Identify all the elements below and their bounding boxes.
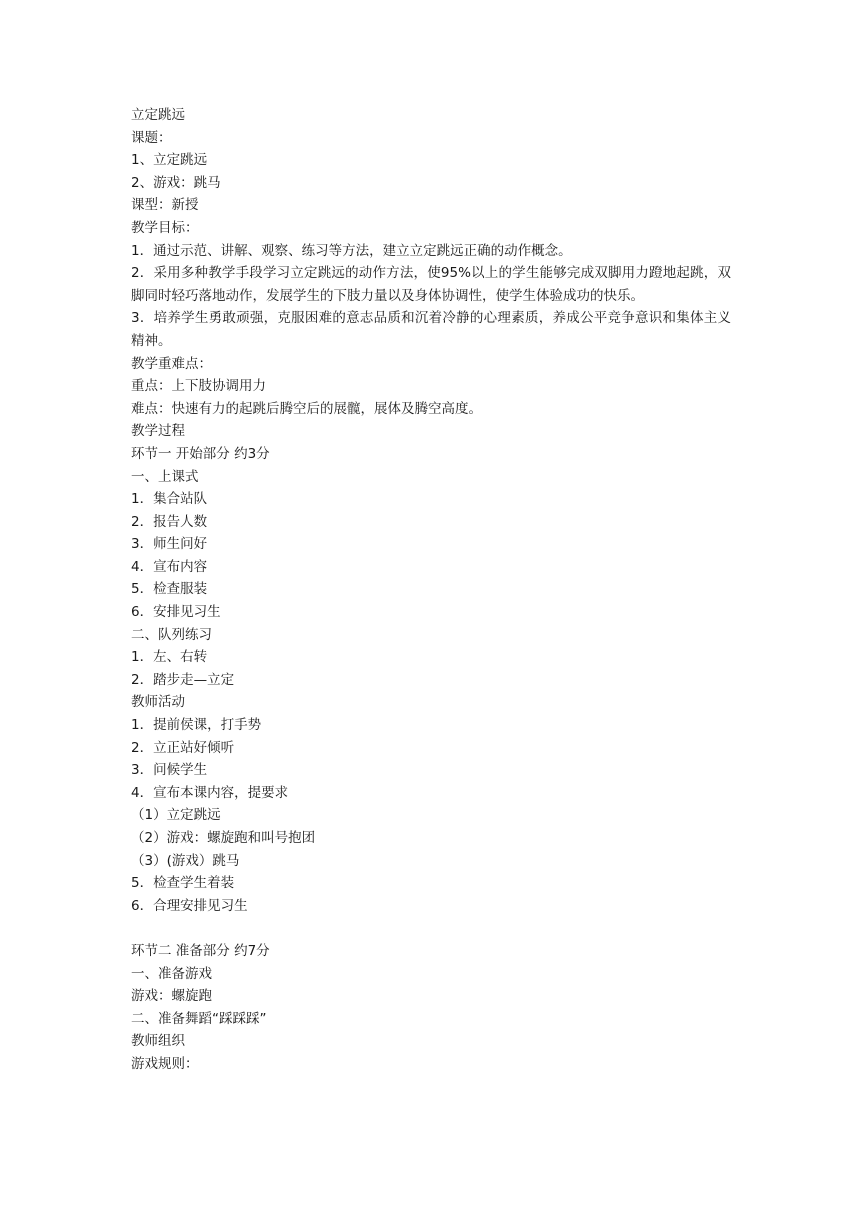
list-item: 6．合理安排见习生 [131,897,248,914]
topic-item: 2、游戏：跳马 [131,174,221,191]
sub-list-item: （1）立定跳远 [131,807,221,824]
list-item: 3．问候学生 [131,762,208,779]
document-title: 立定跳远 [131,107,185,123]
topic-item: 1、立定跳远 [131,152,208,169]
list-item: 3．师生问好 [131,536,208,553]
sub-list-item: （3）(游戏）跳马 [131,852,240,869]
objective-item: 1．通过示范、讲解、观察、练习等方法，建立立定跳远正确的动作概念。 [131,242,572,259]
list-item: 1．提前侯课，打手势 [131,717,262,734]
list-item: 2．立正站好倾听 [131,739,235,756]
objective-item: 2．采用多种教学手段学习立定跳远的动作方法，使95%以上的学生能够完成双脚用力蹬地起跳，双脚同时轻巧落地动作，发展学生的下肢力量以及身体协调性，使学生体验成功的快乐。 [131,265,731,304]
list-item: 5．检查学生着装 [131,875,235,892]
sub-heading: 一、准备游戏 [131,965,212,982]
document-body [131,104,731,1076]
sub-heading: 二、队列练习 [131,626,212,643]
key-point: 重点：上下肢协调用力 [131,378,266,395]
lesson-type: 课型：新授 [131,197,199,214]
section-label-key-points: 教学重难点： [131,355,212,372]
list-item: 4．宣布内容 [131,558,208,575]
stage-heading: 环节二 准备部分 约7分 [131,942,270,959]
section-label-objectives: 教学目标： [131,219,199,236]
sub-list-item: （2）游戏：螺旋跑和叫号抱团 [131,830,316,846]
sub-heading: 二、准备舞蹈“踩踩踩” [131,1010,267,1027]
stage-heading: 环节一 开始部分 约3分 [131,445,270,462]
sub-heading: 游戏规则： [131,1055,199,1072]
list-item: 5．检查服装 [131,581,208,598]
list-item: 2．踏步走—立定 [131,671,235,688]
list-item: 1．左、右转 [131,649,208,666]
sub-heading: 教师组织 [131,1033,185,1050]
list-item: 4．宣布本课内容，提要求 [131,784,289,801]
sub-heading: 教师活动 [131,694,185,711]
list-item: 1．集合站队 [131,491,208,508]
objective-item: 3．培养学生勇敢顽强，克服困难的意志品质和沉着冷静的心理素质，养成公平竞争意识和集体主义精神。 [131,310,731,349]
section-label-process: 教学过程 [131,423,185,440]
list-item: 6．安排见习生 [131,604,221,621]
blank-line [131,917,731,940]
list-item: 2．报告人数 [131,513,208,530]
list-item: 游戏：螺旋跑 [131,988,212,1005]
sub-heading: 一、上课式 [131,468,199,485]
section-label-topic: 课题： [131,129,172,146]
difficult-point: 难点：快速有力的起跳后腾空后的展髋，展体及腾空高度。 [131,400,482,417]
